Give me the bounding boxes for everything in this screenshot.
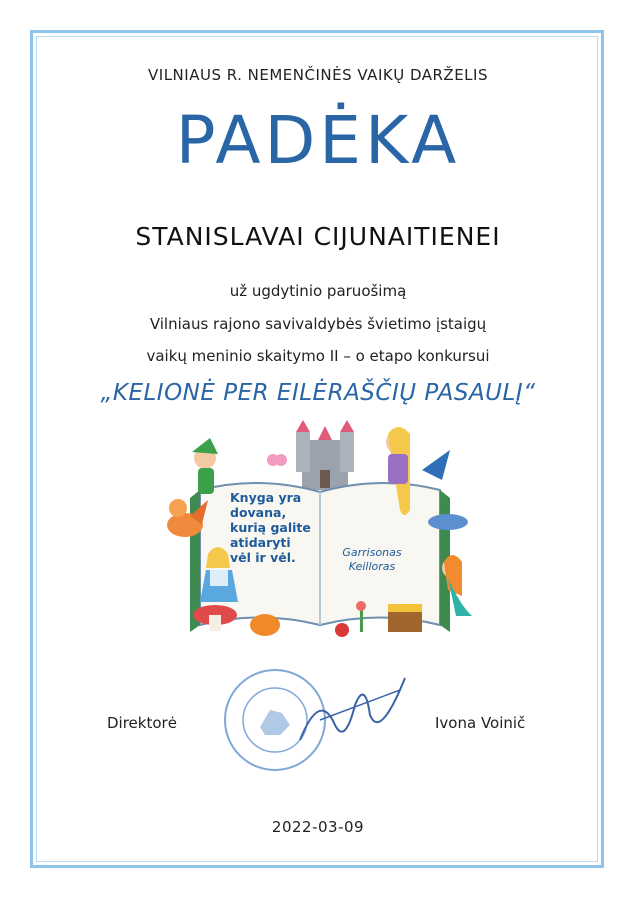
institution-name: VILNIAUS R. NEMENČINĖS VAIKŲ DARŽELIS <box>148 66 488 84</box>
flying-boy-figure <box>192 438 218 494</box>
signer-role: Direktorė <box>107 714 177 732</box>
signer-name: Ivona Voinič <box>435 714 526 732</box>
handwritten-signature <box>290 670 410 750</box>
book-quote-line: Knyga yra <box>230 490 302 505</box>
wizard-hat-icon <box>422 450 450 480</box>
plant-icon <box>360 608 363 632</box>
butterfly-icon <box>267 454 287 466</box>
fairytale-book-illustration <box>160 420 480 650</box>
reason-line-1: už ugdytinio paruošimą <box>229 282 407 300</box>
book-quote-line: kurią galite <box>230 520 311 535</box>
contest-name: „KELIONĖ PER EILĖRAŠČIŲ PASAULĮ“ <box>100 380 536 406</box>
treasure-chest-icon <box>388 604 422 632</box>
reason-line-3: vaikų meninio skaitymo II – o etapo konkursui <box>146 347 490 365</box>
book-quote-line: vėl ir vėl. <box>230 550 296 565</box>
book-quote <box>230 490 320 565</box>
issue-date: 2022-03-09 <box>271 818 365 836</box>
book-quote-line: atidaryti <box>230 535 291 550</box>
book-author-line: Keilloras <box>348 560 396 573</box>
book-quote-author <box>332 546 412 574</box>
book-author-line: Garrisonas <box>342 546 402 559</box>
book-quote-line: dovana, <box>230 505 287 520</box>
reason-line-2: Vilniaus rajono savivaldybės švietimo įstaigų <box>149 315 487 333</box>
apple-icon <box>335 623 349 637</box>
dolphin-icon <box>428 514 468 530</box>
pumpkin-icon <box>250 614 280 636</box>
castle-icon <box>296 420 354 490</box>
mushroom-icon <box>193 605 237 631</box>
recipient-name: STANISLAVAI CIJUNAITIENEI <box>135 222 501 251</box>
certificate-title: PADĖKA <box>175 102 461 179</box>
